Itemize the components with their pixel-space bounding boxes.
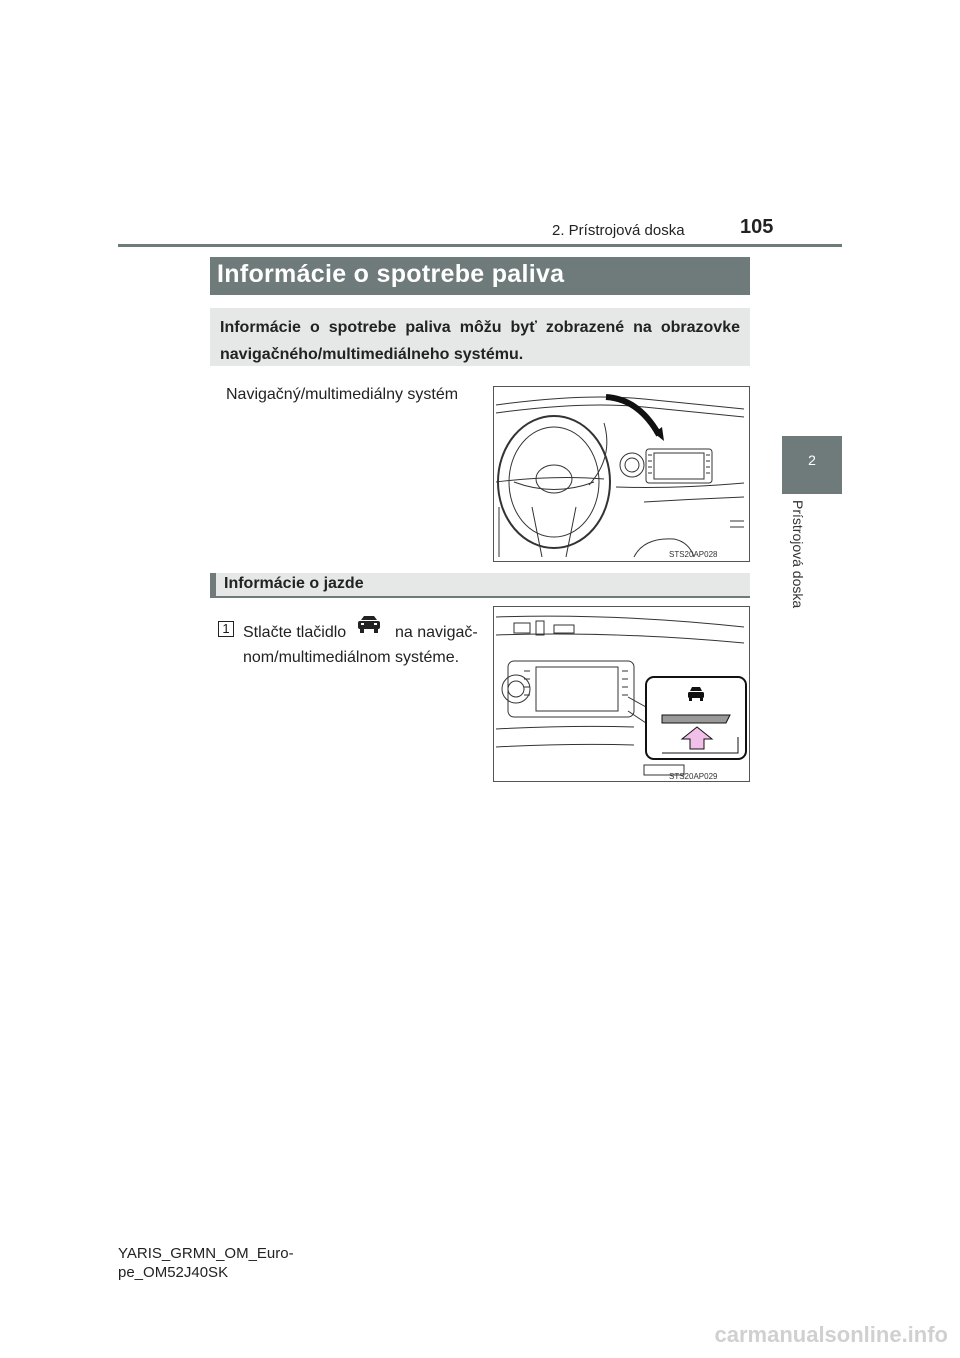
chapter-tab-label: Prístrojová doska [790, 500, 806, 609]
page-number: 105 [740, 216, 774, 238]
section-title: Informácie o spotrebe paliva [217, 260, 565, 288]
car-icon [354, 614, 384, 636]
step-text-after-icon: na navigač- [395, 624, 478, 641]
button-drawing [494, 607, 749, 781]
step-number-box: 1 [218, 621, 234, 637]
button-illustration [493, 606, 750, 782]
chapter-header-title: 2. Prístrojová doska [552, 222, 685, 239]
chapter-tab-number: 2 [808, 452, 816, 468]
illustration-code-2: STS20AP029 [669, 772, 718, 781]
dashboard-drawing [494, 387, 749, 561]
subsection-title: Informácie o jazde [224, 575, 364, 592]
step-text-line2: nom/multimediálnom systéme. [243, 649, 460, 666]
nav-system-label: Navigačný/multimediálny systém [226, 386, 459, 403]
dashboard-illustration [493, 386, 750, 562]
intro-text: Informácie o spotrebe paliva môžu byť zobrazené na obrazovke navigačného/multimediálneho systému. [220, 319, 740, 363]
watermark: carmanualsonline.info [714, 1322, 948, 1347]
footer-doc-id-line1: YARIS_GRMN_OM_Euro- [118, 1245, 294, 1262]
illustration-code-1: STS20AP028 [669, 550, 718, 559]
step-text-before-icon: Stlačte tlačidlo [243, 624, 347, 641]
footer-doc-id-line2: pe_OM52J40SK [118, 1264, 229, 1281]
header-divider [118, 244, 842, 247]
subsection-divider [210, 596, 750, 598]
